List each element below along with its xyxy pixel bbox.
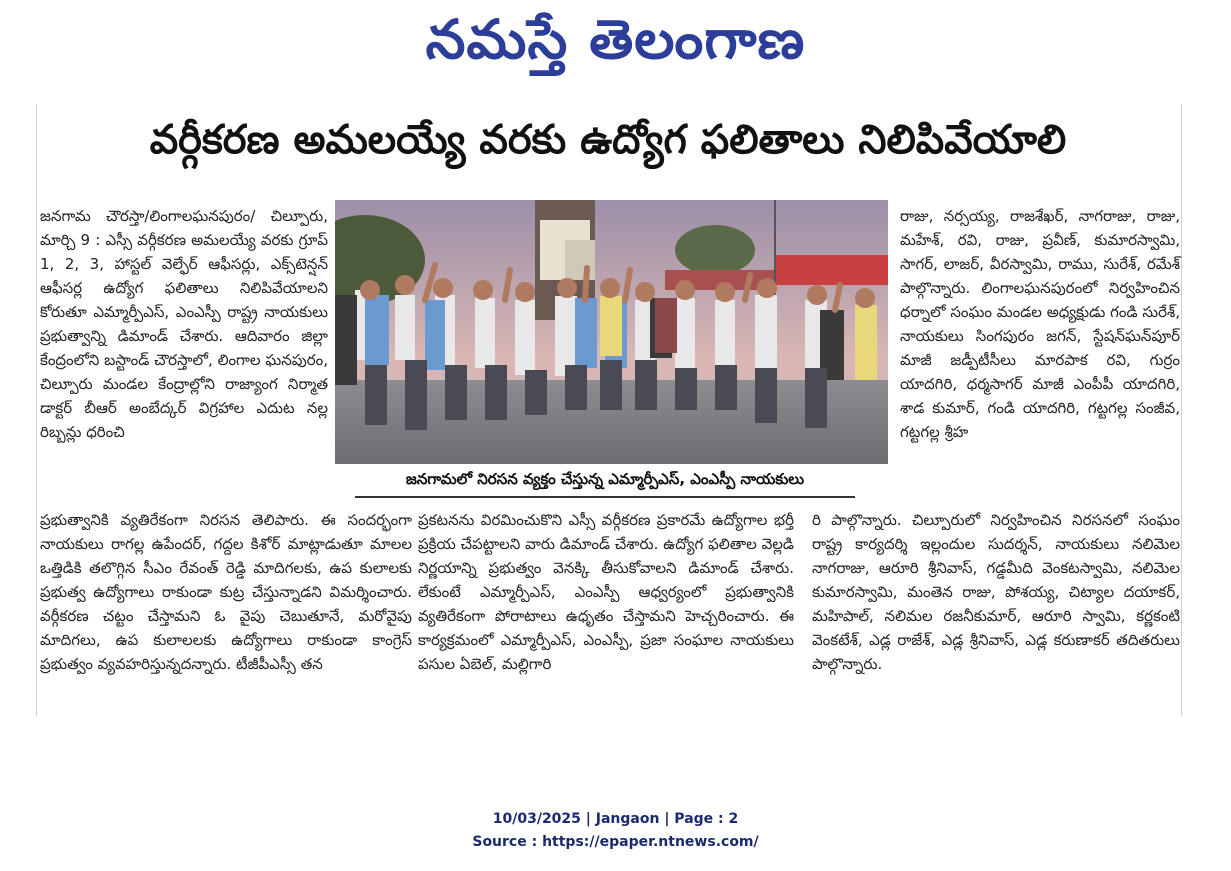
- article-text: ప్రకటనను విరమించుకొని ఎస్సీ వర్గీకరణ ప్రకారమే ఉద్యోగాల భర్తీ ప్రక్రియ చేపట్టాలని వారు డిమాండ్ చేశారు. ఉద్యోగ ఫలితాల వెల్లడి నిర్ణయాన్ని ప్రభుత్వం వెనక్కి తీసుకోవాలని డిమాండ్ చేశారు. లేకుంటే ఎమ్మార్పీఎస్, ఎంఎస్పీ ఆధ్వర్యంలో ప్రభుత్వానికి వ్యతిరేకంగా పోరాటాలు ఉధృతం చేస్తామని హెచ్చరించారు. ఈ కార్యక్రమంలో ఎమ్మార్పీఎస్, ఎంఎస్పీ, ప్రజా సంఘాల నాయకులు పసుల ఏబెల్, మల్లిగారి: [418, 511, 794, 673]
- article-text: రి పాల్గొన్నారు. చిల్పూరులో నిర్వహించిన నిరసనలో సంఘం రాష్ట్ర కార్యదర్శి ఇల్లందుల సుదర్శన్, నాయకులు నలిమెల నాగరాజు, ఆరూరి శ్రీనివాస్, గడ్డమీది వెంకటస్వామి, నలిమెల కుమారస్వామి, మంతెన రాజు, పోశయ్య, చిట్యాల దయాకర్, మహిపాల్, నలిమల రజనీకుమార్, ఆరూరి స్వామి, కర్ణకంటి వెంకటేశ్, ఎడ్ల రాజేశ్, ఎడ్ల శ్రీనివాస్, ఎడ్ల కరుణాకర్ తదితరులు పాల్గొన్నారు.: [812, 511, 1180, 673]
- article-column-3-lower: [812, 508, 1180, 676]
- protest-photo: [335, 200, 888, 464]
- article-column-1-lower: [40, 508, 412, 676]
- protest-photo-image: [335, 200, 888, 464]
- footer-date-edition: 10/03/2025 | Jangaon | Page : 2: [492, 811, 739, 827]
- article-column-2-lower: [418, 508, 794, 676]
- photo-caption: జనగామలో నిరసన వ్యక్తం చేస్తున్న ఎమ్మార్పీఎస్, ఎంఎస్పీ నాయకులు: [355, 470, 855, 498]
- page-footer: [0, 808, 1231, 854]
- article-column-1: [40, 204, 328, 444]
- article-column-3: [900, 204, 1180, 444]
- headline: వర్గీకరణ అమలయ్యే వరకు ఉద్యోగ ఫలితాలు నిలిపివేయాలి: [149, 117, 1067, 163]
- article-text: ప్రభుత్వానికి వ్యతిరేకంగా నిరసన తెలిపారు. ఈ సందర్భంగా నాయకులు రాగల్ల ఉపేందర్, గద్దల కిశోర్ మాట్లాడుతూ మాలల ఒత్తిడికి తలొగ్గిన సీఎం రేవంత్ రెడ్డి మాదిగలకు, ఉప కులాలకు ప్రభుత్వ ఉద్యోగాలు రాకుండా కుట్ర చేస్తున్నాడని విమర్శించారు. వర్గీకరణ చట్టం చేస్తామని ఓ వైపు చెబుతూనే, మరోవైపు మాదిగలు, ఉప కులాలలకు ఉద్యోగాలు రాకుండా కాంగ్రెస్ ప్రభుత్వం వ్యవహరిస్తున్నదన్నారు. టీజీపీఎస్సీ తన: [40, 511, 412, 673]
- masthead-logo: నమస్తే తెలంగాణ: [425, 8, 806, 71]
- footer-source-link[interactable]: Source : https://epaper.ntnews.com/: [472, 834, 759, 850]
- article-text: రాజు, నర్సయ్య, రాజశేఖర్, నాగరాజు, రాజు, మహేశ్, రవి, రాజు, ప్రవీణ్, కుమారస్వామి, సాగర్, లాజర్, వీరస్వామి, రాము, సురేశ్, రమేశ్ పాల్గొన్నారు. లింగాలఘనపురంలో నిర్వహించిన ధర్నాలో సంఘం మండల అధ్యక్షుడు గండి సురేశ్, నాయకులు సింగపురం జగన్, స్టేషన్‌ఘన్‌పూర్ మాజీ జడ్పీటీసీలు మారపాక రవి, గుర్రం యాదగిరి, ధర్మసాగర్ మాజీ ఎంపీపీ యాదగిరి, శాడ కుమార్, గండి యాదగిరి, గట్టగల్ల సంజీవ, గట్టగల్ల శ్రీహ: [900, 207, 1180, 441]
- article-text: జనగామ చౌరస్తా/లింగాలఘనపురం/ చిల్పూరు, మార్చి 9 : ఎస్సీ వర్గీకరణ అమలయ్యే వరకు గ్రూప్ 1, 2, 3, హాస్టల్ వెల్ఫేర్ ఆఫీసర్లు, ఎక్స్‌టెన్షన్ ఆఫీసర్ల ఉద్యోగ ఫలితాలు నిలిపివేయాలని కోరుతూ ఎమ్మార్పీఎస్, ఎంఎస్పీ రాష్ట్ర నాయకులు ప్రభుత్వాన్ని డిమాండ్ చేశారు. ఆదివారం జిల్లా కేంద్రంలోని బస్టాండ్ చౌరస్తాలో, లింగాల ఘనపురం, చిల్పూరు మండల కేంద్రాల్లోని రాజ్యాంగ నిర్మాత డాక్టర్ బీఆర్ అంబేద్కర్ విగ్రహాల ఎదుట నల్ల రిబ్బన్లు ధరించి: [40, 207, 328, 441]
